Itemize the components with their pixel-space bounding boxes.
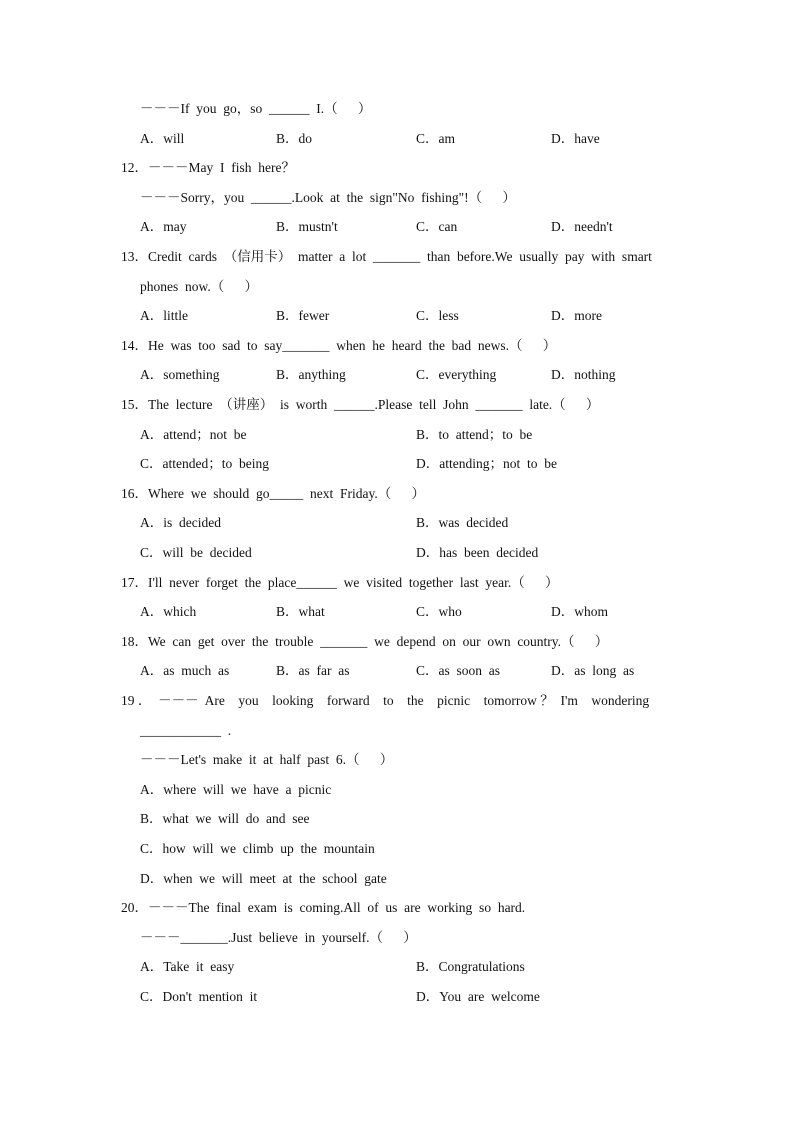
- answer-option[interactable]: B．fewer: [276, 308, 330, 324]
- answer-option[interactable]: D．nothing: [551, 367, 616, 383]
- answer-option[interactable]: C．how will we climb up the mountain: [140, 841, 375, 856]
- answer-option[interactable]: D．whom: [551, 604, 608, 620]
- question-text-line: 16．Where we should go_____ next Friday.（ ）: [121, 485, 425, 501]
- question-text-line: 19 ． －－－ Are you looking forward to the picnic tomorrow ？ I'm wondering: [121, 693, 650, 708]
- answer-option[interactable]: B．what we will do and see: [140, 811, 310, 827]
- answer-option[interactable]: C．everything: [416, 367, 497, 383]
- answer-option[interactable]: C．as soon as: [416, 663, 500, 679]
- answer-option[interactable]: B．to attend；to be: [416, 426, 533, 442]
- answer-option[interactable]: D．You are welcome: [416, 989, 540, 1004]
- question-text-line: 20．－－－The final exam is coming.All of us are working so hard.: [121, 900, 526, 916]
- answer-option[interactable]: A．something: [140, 367, 220, 383]
- answer-option[interactable]: D．have: [551, 130, 600, 146]
- answer-option[interactable]: B．do: [276, 130, 313, 146]
- question-text-line: 17．I'll never forget the place______ we visited together last year.（ ）: [121, 574, 559, 590]
- answer-option[interactable]: C．less: [416, 308, 459, 324]
- question-text-line: phones now.（ ）: [140, 278, 258, 294]
- answer-option[interactable]: A．which: [140, 604, 197, 620]
- question-text-line: 12．－－－May I fish here？: [121, 160, 295, 176]
- answer-option[interactable]: C．am: [416, 130, 455, 146]
- question-text-line: ____________ .: [140, 722, 232, 738]
- answer-option[interactable]: D．as long as: [551, 663, 635, 679]
- answer-option[interactable]: D．needn't: [551, 219, 613, 235]
- answer-option[interactable]: C．will be decided: [140, 545, 252, 560]
- answer-option[interactable]: D．has been decided: [416, 545, 539, 560]
- answer-option[interactable]: A．little: [140, 308, 188, 324]
- answer-option[interactable]: D．attending；not to be: [416, 456, 557, 472]
- question-text-line: 14．He was too sad to say_______ when he heard the bad news.（ ）: [121, 337, 557, 353]
- answer-option[interactable]: A．may: [140, 219, 187, 235]
- answer-option[interactable]: D．more: [551, 308, 602, 324]
- answer-option[interactable]: B．anything: [276, 367, 346, 383]
- answer-option[interactable]: B．Congratulations: [416, 959, 525, 975]
- answer-option[interactable]: C．attended；to being: [140, 456, 269, 472]
- answer-option[interactable]: A．will: [140, 130, 185, 146]
- question-text-line: 18．We can get over the trouble _______ we depend on our own country.（ ）: [121, 633, 609, 649]
- answer-option[interactable]: C．who: [416, 604, 462, 620]
- answer-option[interactable]: A．is decided: [140, 515, 221, 531]
- answer-option[interactable]: C．can: [416, 219, 458, 235]
- answer-option[interactable]: A．Take it easy: [140, 959, 235, 975]
- question-text-line: 13．Credit cards （信用卡） matter a lot _______ than before.We usually pay with smart: [121, 249, 652, 264]
- question-text-line: －－－If you go，so ______ I.（ ）: [140, 101, 372, 116]
- answer-option[interactable]: B．as far as: [276, 663, 350, 679]
- question-text-line: －－－_______.Just believe in yourself.（ ）: [140, 929, 417, 945]
- question-text-line: －－－Let's make it at half past 6.（ ）: [140, 752, 394, 768]
- answer-option[interactable]: B．mustn't: [276, 219, 338, 235]
- answer-option[interactable]: A．as much as: [140, 663, 230, 679]
- question-text-line: 15．The lecture （讲座） is worth ______.Please tell John _______ late.（ ）: [121, 397, 600, 412]
- answer-option[interactable]: B．what: [276, 604, 325, 620]
- answer-option[interactable]: A．attend；not be: [140, 426, 247, 442]
- answer-option[interactable]: D．when we will meet at the school gate: [140, 870, 387, 886]
- answer-option[interactable]: A．where will we have a picnic: [140, 781, 332, 797]
- answer-option[interactable]: B．was decided: [416, 515, 509, 531]
- question-text-line: －－－Sorry，you ______.Look at the sign"No fishing"!（ ）: [140, 189, 516, 205]
- answer-option[interactable]: C．Don't mention it: [140, 989, 258, 1004]
